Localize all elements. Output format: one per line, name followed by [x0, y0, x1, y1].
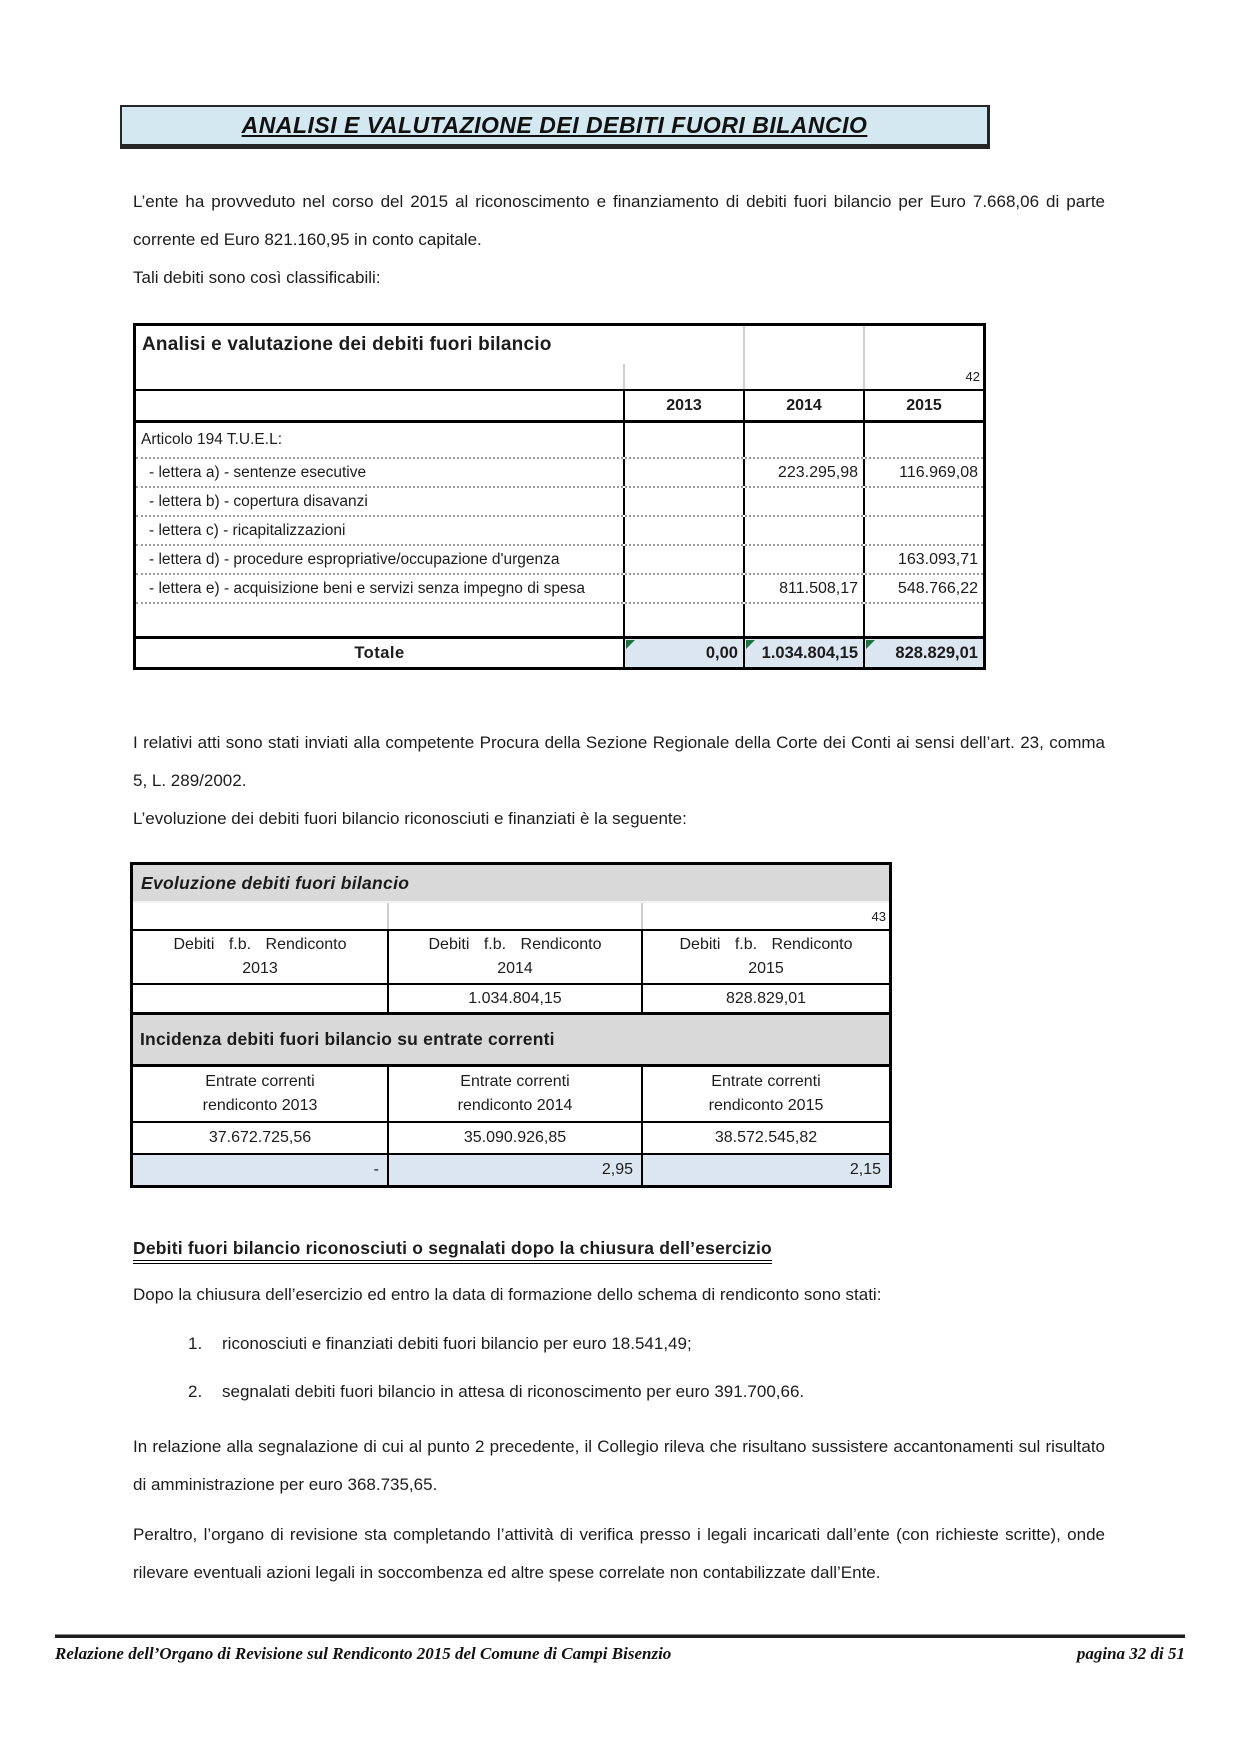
paragraph-collegio: In relazione alla segnalazione di cui al punto 2 precedente, il Collegio rileva che risultano sussistere accantonamenti sul risultato di amministrazione per euro 368.735,65. [133, 1437, 1105, 1494]
list-number: 1. [188, 1334, 203, 1353]
row-label: - lettera c) - ricapitalizzazioni [149, 521, 346, 539]
cell-value [623, 546, 743, 573]
table-title-row [133, 865, 889, 903]
cell-value: 811.508,17 [743, 575, 863, 602]
cell-value [863, 488, 983, 515]
footer-rule [55, 1634, 1185, 1638]
year-header-2015: 2015 [863, 391, 983, 420]
total-value-2015: 828.829,01 [863, 639, 983, 667]
section-heading: Debiti fuori bilancio riconosciuti o segnalati dopo la chiusura dell’esercizio [133, 1238, 772, 1264]
row-label: - lettera b) - copertura disavanzi [149, 492, 368, 510]
debiti-values-row [133, 985, 889, 1015]
ratio-value: - [373, 1161, 379, 1178]
cell-value [863, 517, 983, 544]
year-header-2014: 2014 [743, 391, 863, 420]
entrate-values-row [133, 1123, 889, 1153]
section-debiti-dopo-chiusura [133, 1238, 1105, 1592]
footer-document-title: Relazione dell’Organo di Revisione sul Rendiconto 2015 del Comune di Campi Bisenzio [55, 1644, 672, 1663]
table-row [136, 486, 983, 515]
list-item [133, 1320, 1105, 1368]
cell-value [623, 459, 743, 486]
ratio-value: 2,15 [641, 1155, 889, 1185]
list-text: riconosciuti e finanziati debiti fuori bilancio per euro 18.541,49; [222, 1334, 692, 1353]
list-number: 2. [188, 1382, 203, 1401]
note-number: 42 [863, 364, 983, 389]
cell-corner-marker-icon [746, 640, 755, 649]
row-label: - lettera d) - procedure espropriative/occupazione d'urgenza [149, 550, 560, 568]
cell-value: 35.090.926,85 [387, 1123, 641, 1153]
cell-value: 37.672.725,56 [208, 1129, 312, 1146]
table-title-row [136, 326, 983, 364]
list-item [133, 1368, 1105, 1416]
ordered-list [133, 1320, 1105, 1416]
middle-block [133, 724, 1105, 838]
paragraph-evoluzione: L’evoluzione dei debiti fuori bilancio riconosciuti e finanziati è la seguente: [133, 809, 687, 828]
cell-value [623, 575, 743, 602]
column-header: Entrate correnti rendiconto 2013 [202, 1073, 318, 1114]
entrate-header-row [133, 1067, 889, 1123]
cell-value: 223.295,98 [743, 459, 863, 486]
row-label: - lettera a) - sentenze esecutive [149, 463, 367, 481]
debt-analysis-table [133, 323, 986, 670]
cell-value: 163.093,71 [863, 546, 983, 573]
cell-value [743, 488, 863, 515]
column-header: Debiti f.b. Rendiconto 2015 [641, 931, 889, 983]
year-header-2013: 2013 [623, 391, 743, 420]
cell-value: 828.829,01 [641, 985, 889, 1012]
footer-page-number: pagina 32 di 51 [1076, 1644, 1185, 1663]
cell-corner-marker-icon [626, 640, 635, 649]
total-value-2014: 1.034.804,15 [743, 639, 863, 667]
list-text: segnalati debiti fuori bilancio in attesa di riconoscimento per euro 391.700,66. [222, 1382, 805, 1401]
cell-value [743, 517, 863, 544]
paragraph-procura: I relativi atti sono stati inviati alla competente Procura della Sezione Regionale della Corte dei Conti ai sensi dell’art. 23, comma 5, L. 289/2002. [133, 733, 1105, 790]
table-row-empty [136, 602, 983, 636]
paragraph-dopo-chiusura: Dopo la chiusura dell’esercizio ed entro la data di formazione dello schema di rendiconto sono stati: [133, 1285, 882, 1304]
note-row [136, 364, 983, 391]
evolution-table [130, 862, 892, 1188]
cell-value: 1.034.804,15 [387, 985, 641, 1012]
total-label: Totale [354, 643, 405, 662]
footer [55, 1634, 1185, 1664]
ratio-row [133, 1153, 889, 1185]
total-value-2013: 0,00 [623, 639, 743, 667]
page-title: ANALISI E VALUTAZIONE DEI DEBITI FUORI BILANCIO [241, 112, 868, 138]
table-title: Analisi e valutazione dei debiti fuori bilancio [142, 334, 552, 355]
cell-value [623, 488, 743, 515]
table-row [136, 515, 983, 544]
title-box [120, 105, 990, 149]
cell-value [623, 517, 743, 544]
column-header: Entrate correnti rendiconto 2014 [387, 1067, 641, 1121]
cell-value: 116.969,08 [863, 459, 983, 486]
cell-value [133, 985, 387, 1012]
note-number: 43 [641, 903, 889, 929]
cell-value: 548.766,22 [863, 575, 983, 602]
paragraph-classifiable: Tali debiti sono così classificabili: [133, 268, 381, 287]
ratio-value: 2,95 [387, 1155, 641, 1185]
column-header: Entrate correnti rendiconto 2015 [641, 1067, 889, 1121]
row-label: Articolo 194 T.U.E.L: [141, 431, 283, 448]
table-row [136, 544, 983, 573]
band-title: Incidenza debiti fuori bilancio su entrate correnti [140, 1029, 555, 1049]
cell-corner-marker-icon [866, 640, 875, 649]
note-row [133, 903, 889, 929]
total-row [136, 636, 983, 667]
cell-value: 38.572.545,82 [641, 1123, 889, 1153]
paragraph-intro: L’ente ha provveduto nel corso del 2015 al riconoscimento e finanziamento di debiti fuori bilancio per Euro 7.668,06 di parte corrente ed Euro 821.160,95 in conto capitale. [133, 192, 1105, 249]
cell-value [743, 546, 863, 573]
incidenza-band [133, 1015, 889, 1067]
column-header: Debiti f.b. Rendiconto 2014 [387, 931, 641, 983]
column-header: Debiti f.b. Rendiconto 2013 [173, 936, 347, 977]
debiti-header-row [133, 929, 889, 985]
paragraph-peraltro: Peraltro, l’organo di revisione sta completando l’attività di verifica presso i legali incaricati dall’ente (con richieste scritte), onde rilevare eventuali azioni legali in soccombenza ed altre spese correlate non contabilizzate dall’Ente. [133, 1525, 1105, 1582]
intro-block [133, 183, 1105, 297]
year-header-row [136, 391, 983, 423]
row-label: - lettera e) - acquisizione beni e servizi senza impegno di spesa [149, 579, 585, 597]
table-row [136, 423, 983, 457]
table-row [136, 573, 983, 602]
table-row [136, 457, 983, 486]
table-title: Evoluzione debiti fuori bilancio [141, 872, 410, 893]
